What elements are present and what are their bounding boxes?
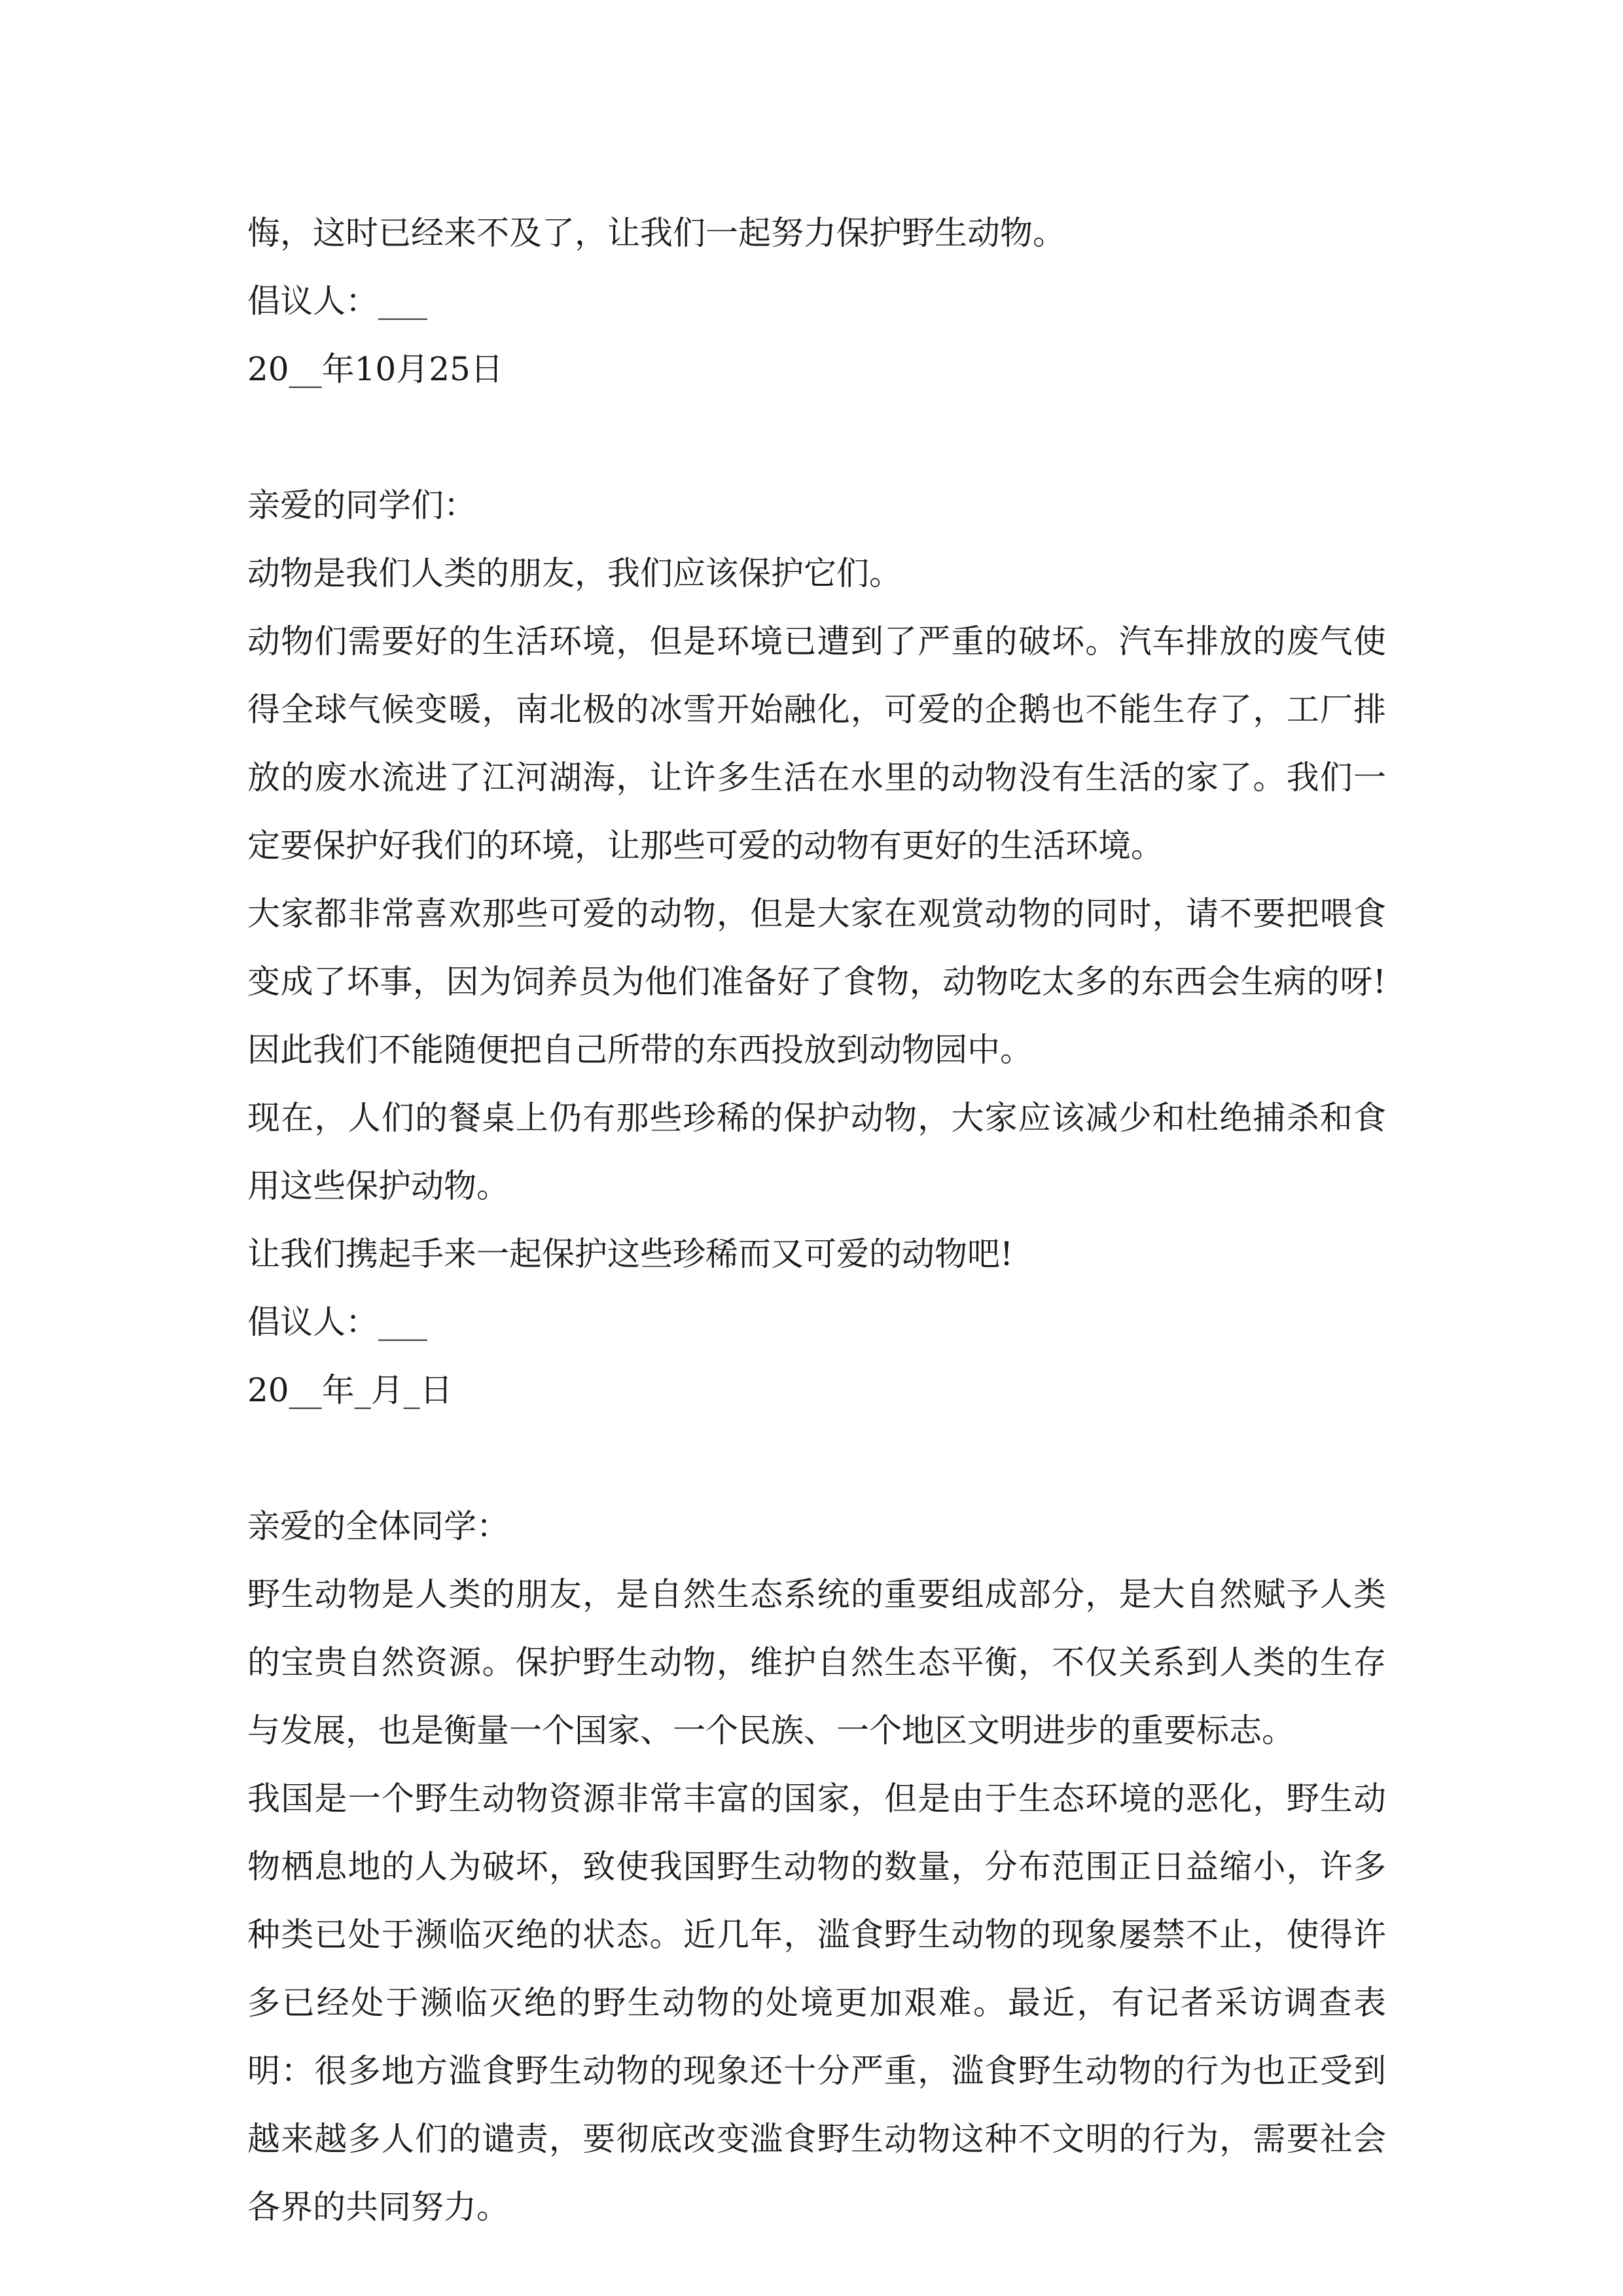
paragraph: 让我们携起手来一起保护这些珍稀而又可爱的动物吧! bbox=[247, 1235, 1014, 1273]
paragraph: 大家都非常喜欢那些可爱的动物，但是大家在观赏动物的同时，请不要把喂食变成了坏事，因为饲养员为他们准备好了食物，动物吃太多的东西会生病的呀!因此我们不能随便把自己所带的东西投放到动物园中。 bbox=[247, 895, 1386, 1069]
document-body bbox=[247, 199, 1386, 2241]
section-spacer bbox=[247, 1424, 1386, 1492]
date-line: 20__年10月25日 bbox=[247, 350, 503, 388]
paragraph: 动物们需要好的生活环境，但是环境已遭到了严重的破坏。汽车排放的废气使得全球气候变暖，南北极的冰雪开始融化，可爱的企鹅也不能生存了，工厂排放的废水流进了江河湖海，让许多生活在水里的动物没有生活的家了。我们一定要保护好我们的环境，让那些可爱的动物有更好的生活环境。 bbox=[247, 622, 1386, 865]
greeting: 亲爱的全体同学： bbox=[247, 1507, 509, 1545]
paragraph: 现在，人们的餐桌上仍有那些珍稀的保护动物，大家应该减少和杜绝捕杀和食用这些保护动物。 bbox=[247, 1099, 1386, 1205]
greeting: 亲爱的同学们： bbox=[247, 486, 476, 524]
section-spacer bbox=[247, 403, 1386, 471]
closing-text: 悔，这时已经来不及了，让我们一起努力保护野生动物。 bbox=[247, 214, 1065, 252]
paragraph: 动物是我们人类的朋友，我们应该保护它们。 bbox=[247, 554, 902, 592]
signer-line: 倡议人：___ bbox=[247, 282, 427, 320]
paragraph: 野生动物是人类的朋友，是自然生态系统的重要组成部分，是大自然赋予人类的宝贵自然资源。保护野生动物，维护自然生态平衡，不仅关系到人类的生存与发展，也是衡量一个国家、一个民族、一个地区文明进步的重要标志。 bbox=[247, 1575, 1386, 1749]
paragraph: 我国是一个野生动物资源非常丰富的国家，但是由于生态环境的恶化，野生动物栖息地的人为破坏，致使我国野生动物的数量，分布范围正日益缩小，许多种类已处于濒临灭绝的状态。近几年，滥食野生动物的现象屡禁不止，使得许多已经处于濒临灭绝的野生动物的处境更加艰难。最近，有记者采访调查表明：很多地方滥食野生动物的现象还十分严重，滥食野生动物的行为也正受到越来越多人们的谴责，要彻底改变滥食野生动物这种不文明的行为，需要社会各界的共同努力。 bbox=[247, 1780, 1386, 2226]
date-line: 20__年_月_日 bbox=[247, 1371, 453, 1409]
signer-line: 倡议人：___ bbox=[247, 1303, 427, 1341]
